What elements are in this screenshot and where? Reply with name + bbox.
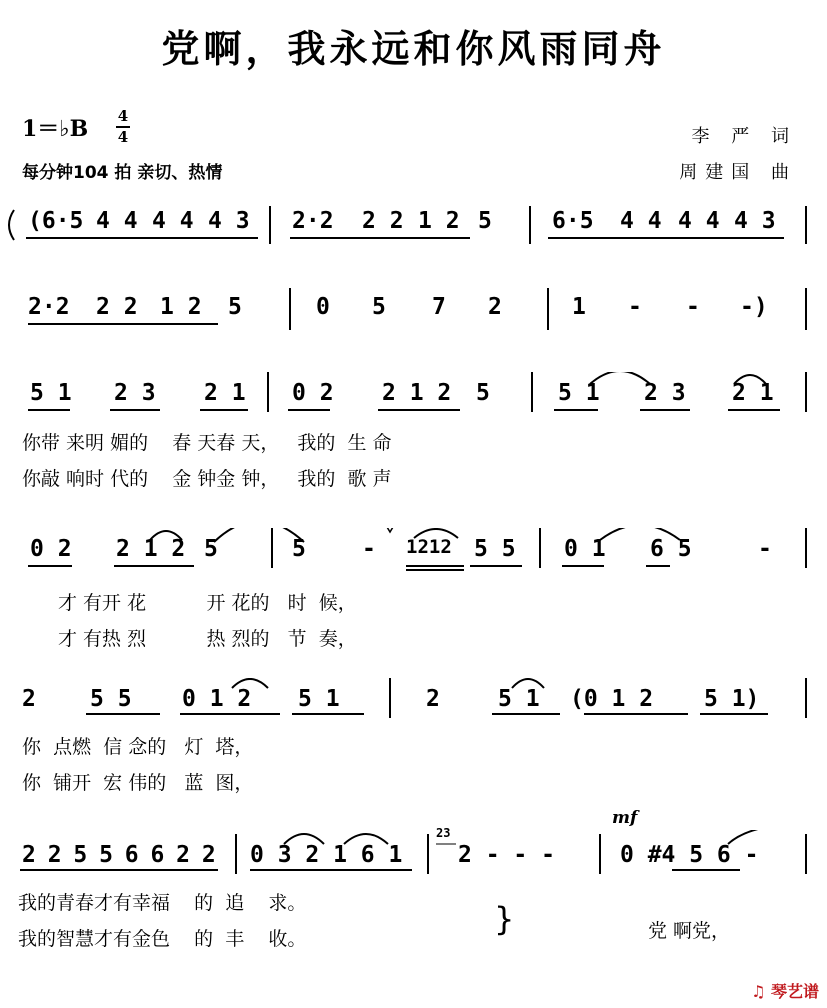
lyrics-verse-2: 你 铺开 宏 伟的 蓝 图，: [22, 772, 254, 794]
time-sig-bottom: 4: [117, 128, 129, 146]
note-group: 2 1: [204, 380, 246, 406]
note-group: 4 4: [152, 208, 194, 234]
note-group: 4 3: [734, 208, 776, 234]
lyrics-verse-2: 我的智慧才有金色 的 丰 收。: [18, 928, 307, 950]
note-group: 4 3: [208, 208, 250, 234]
note-group: 2 1: [732, 380, 774, 406]
note-group: 1212: [406, 536, 452, 558]
note-group: 5 5: [90, 686, 132, 712]
verse-brace: }: [494, 900, 515, 938]
music-system-3: [0, 372, 827, 492]
refrain-lyric: 党 啊党，: [648, 920, 731, 942]
note-group: 6 5: [650, 536, 692, 562]
logo-icon: ♫: [751, 982, 766, 1001]
note-group: 2 1 2: [382, 380, 452, 406]
note-group: 2 2: [362, 208, 404, 234]
note-group: 5: [204, 536, 218, 562]
time-sig-top: 4: [117, 107, 129, 125]
note-group: 4 4: [96, 208, 138, 234]
key-signature: 1＝♭B: [22, 116, 89, 142]
lyrics-verse-1: 才 有开 花 开 花的 时 候，: [58, 592, 357, 614]
note-group: 0 3 2 1 6 1: [250, 842, 403, 868]
note-group: 1 2: [418, 208, 460, 234]
composer-credit: 周建国 曲: [679, 162, 797, 183]
note-group: 2·2: [28, 294, 70, 320]
note-group: 5 1: [30, 380, 72, 406]
lyrics-verse-1: 我的青春才有幸福 的 追 求。: [18, 892, 307, 914]
note-group: 0 2: [30, 536, 72, 562]
note-group: 2: [488, 294, 502, 320]
music-system-1: [0, 198, 827, 268]
note-group: 5: [372, 294, 386, 320]
lyrics-verse-1: 你 点燃 信 念的 灯 塔，: [22, 736, 254, 758]
note-group: 7: [432, 294, 446, 320]
time-signature: [116, 108, 130, 146]
note-group: -: [362, 536, 376, 562]
music-system-6: [0, 826, 827, 960]
note-group: 2 2: [96, 294, 138, 320]
note-group: 2 1 2: [116, 536, 186, 562]
note-group: 2 3: [644, 380, 686, 406]
lyrics-verse-1: 你带 来明 媚的 春 天春 天， 我的 生 命: [22, 432, 392, 454]
music-system-2: [0, 284, 827, 354]
lyrics-verse-2: 你敲 响时 代的 金 钟金 钟， 我的 歌 声: [22, 468, 392, 490]
note-group: 5 1: [558, 380, 600, 406]
note-group: 5: [292, 536, 306, 562]
note-group: 1 2: [160, 294, 202, 320]
site-logo: [751, 979, 819, 1002]
note-group: 5: [228, 294, 242, 320]
note-group: 2: [426, 686, 440, 712]
note-group: 2 3: [114, 380, 156, 406]
note-group: 2 2 5 5 6 6 2 2: [22, 842, 215, 868]
note-group: 4 4: [678, 208, 720, 234]
note-group: -): [740, 294, 768, 320]
music-system-5: [0, 678, 827, 798]
note-group: 2·2: [292, 208, 334, 234]
logo-text: 琴艺谱: [770, 982, 819, 1001]
note-group: 2 - - -: [458, 842, 555, 868]
note-group: 2: [22, 686, 36, 712]
note-group: 5: [476, 380, 490, 406]
note-group: 5 1): [704, 686, 760, 712]
note-group: 0 1: [564, 536, 606, 562]
note-group: 0: [316, 294, 330, 320]
note-group: 4 4: [620, 208, 662, 234]
note-group: 5 1: [498, 686, 540, 712]
music-system-4: [0, 528, 827, 658]
note-group: 5 1: [298, 686, 340, 712]
note-group: -: [758, 536, 772, 562]
note-group: 5: [478, 208, 492, 234]
note-group: -: [628, 294, 642, 320]
note-group: 0 2: [292, 380, 334, 406]
note-group: -: [686, 294, 700, 320]
note-group: 6·5: [552, 208, 594, 234]
note-group: (6·5: [28, 208, 84, 234]
lyrics-verse-2: 才 有热 烈 热 烈的 节 奏，: [58, 628, 357, 650]
note-group: (0 1 2: [570, 686, 654, 712]
grace-notes: 23: [436, 826, 451, 840]
tempo-marking: 每分钟104 拍 亲切、热情: [22, 163, 223, 183]
song-title: 党啊，我永远和你风雨同舟: [161, 27, 666, 71]
note-group: 0 1 2: [182, 686, 252, 712]
dynamic-mf: mf: [612, 808, 638, 828]
note-group: 0 #4 5 6 -: [620, 842, 759, 868]
note-group: 1: [572, 294, 586, 320]
lyricist-credit: 李 严 词: [691, 126, 797, 147]
note-group: 5 5: [474, 536, 516, 562]
